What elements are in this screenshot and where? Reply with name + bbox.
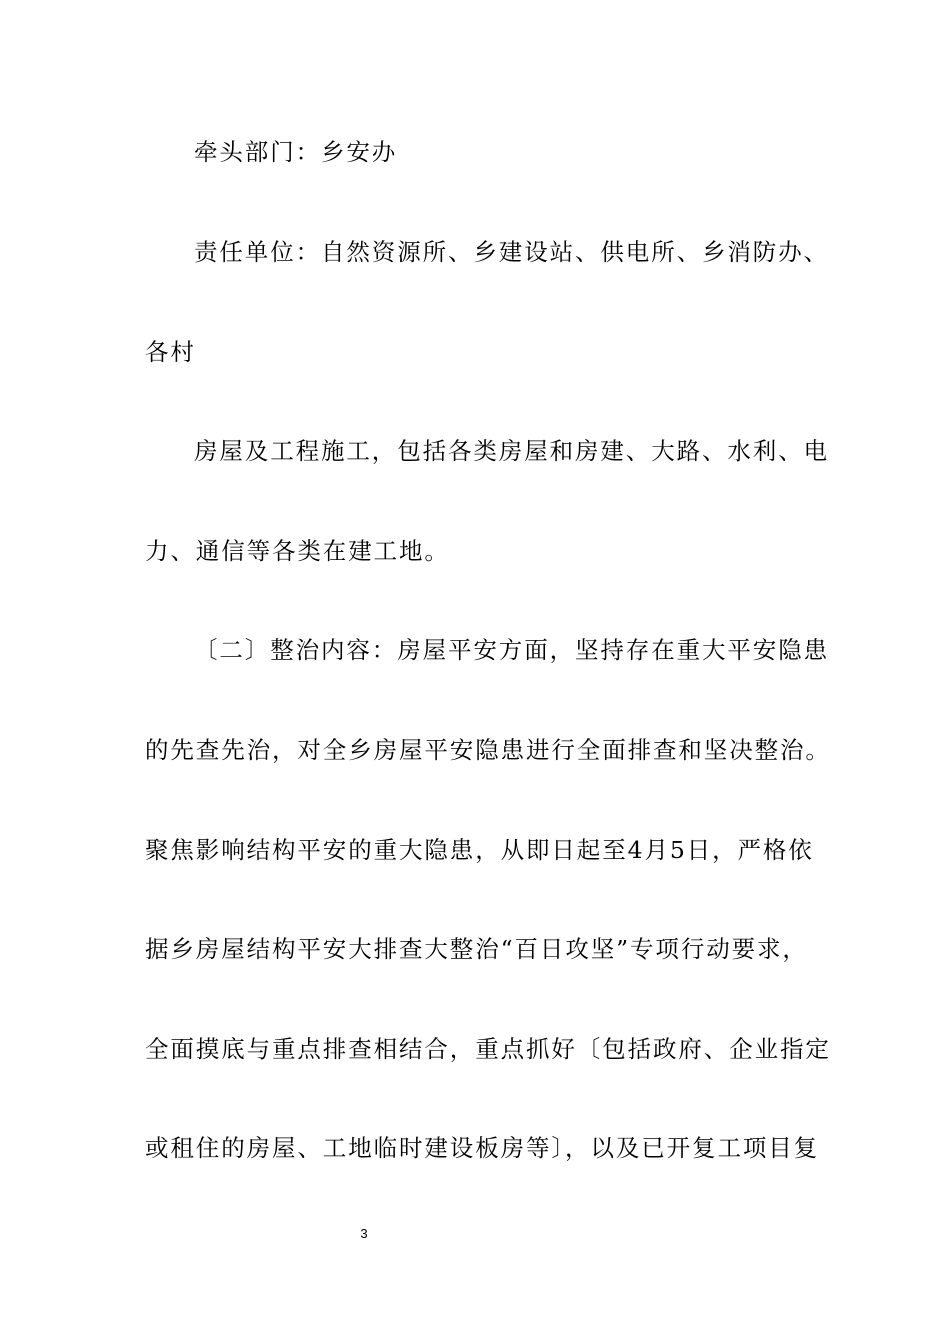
paragraph-content-line-2: 的先查先治，对全乡房屋平安隐患进行全面排查和坚决整治。 bbox=[145, 736, 831, 764]
paragraph-scope-line-1: 房屋及工程施工，包括各类房屋和房建、大路、水利、电 bbox=[194, 437, 829, 465]
paragraph-scope-line-2: 力、通信等各类在建工地。 bbox=[145, 537, 450, 565]
paragraph-content-line-5: 全面摸底与重点排查相结合，重点抓好〔包括政府、企业指定 bbox=[145, 1035, 831, 1063]
responsible-units-line: 责任单位：自然资源所、乡建设站、供电所、乡消防办、 bbox=[194, 238, 829, 266]
lead-department-line: 牵头部门：乡安办 bbox=[194, 138, 398, 166]
page-number: 3 bbox=[360, 1226, 368, 1241]
paragraph-content-line-1: 〔二〕整治内容：房屋平安方面，坚持存在重大平安隐患 bbox=[194, 636, 829, 664]
responsible-units-continuation: 各村 bbox=[145, 338, 196, 366]
paragraph-content-line-6: 或租住的房屋、工地临时建设板房等〕，以及已开复工项目复 bbox=[145, 1134, 820, 1162]
paragraph-content-line-4: 据乡房屋结构平安大排查大整治“百日攻坚”专项行动要求， bbox=[145, 935, 808, 963]
paragraph-content-line-3: 聚焦影响结构平安的重大隐患，从即日起至4月5日，严格依 bbox=[145, 836, 814, 864]
